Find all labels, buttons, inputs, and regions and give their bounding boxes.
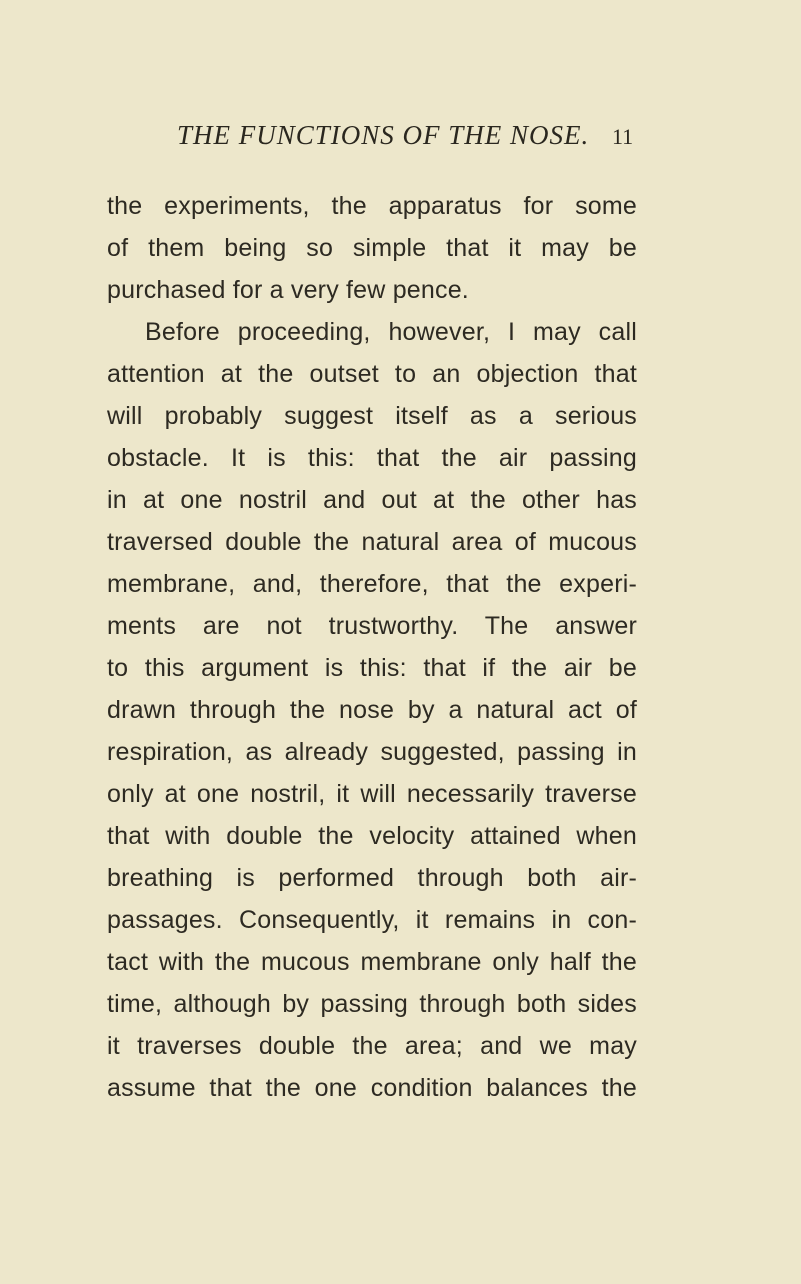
body-text (107, 185, 637, 1109)
text-line-16: that with double the velocity attained when (107, 822, 637, 850)
text-line-12: to this argument is this: that if the air be (107, 654, 637, 682)
text-line-4: Before proceeding, however, I may call (145, 318, 637, 346)
text-line-7: obstacle. It is this: that the air passing (107, 444, 637, 472)
text-line-18: passages. Consequently, it remains in con- (107, 906, 637, 934)
running-title: THE FUNCTIONS OF THE NOSE. (177, 120, 590, 150)
running-head (0, 120, 801, 160)
page-number: 11 (612, 124, 634, 149)
text-line-9: traversed double the natural area of mucous (107, 528, 637, 556)
text-line-8: in at one nostril and out at the other has (107, 486, 637, 514)
text-line-14: respiration, as already suggested, passing in (107, 738, 637, 766)
text-line-2: of them being so simple that it may be (107, 234, 637, 262)
text-line-10: membrane, and, therefore, that the experi- (107, 570, 637, 598)
text-line-21: it traverses double the area; and we may (107, 1032, 637, 1060)
text-line-15: only at one nostril, it will necessarily traverse (107, 780, 637, 808)
text-line-19: tact with the mucous membrane only half the (107, 948, 637, 976)
text-line-11: ments are not trustworthy. The answer (107, 612, 637, 640)
text-line-13: drawn through the nose by a natural act of (107, 696, 637, 724)
text-line-17: breathing is performed through both air- (107, 864, 637, 892)
text-line-3: purchased for a very few pence. (107, 276, 469, 304)
text-line-1: the experiments, the apparatus for some (107, 192, 637, 220)
text-line-20: time, although by passing through both sides (107, 990, 637, 1018)
text-line-6: will probably suggest itself as a serious (107, 402, 637, 430)
text-line-22: assume that the one condition balances the (107, 1074, 637, 1102)
text-line-5: attention at the outset to an objection that (107, 360, 637, 388)
